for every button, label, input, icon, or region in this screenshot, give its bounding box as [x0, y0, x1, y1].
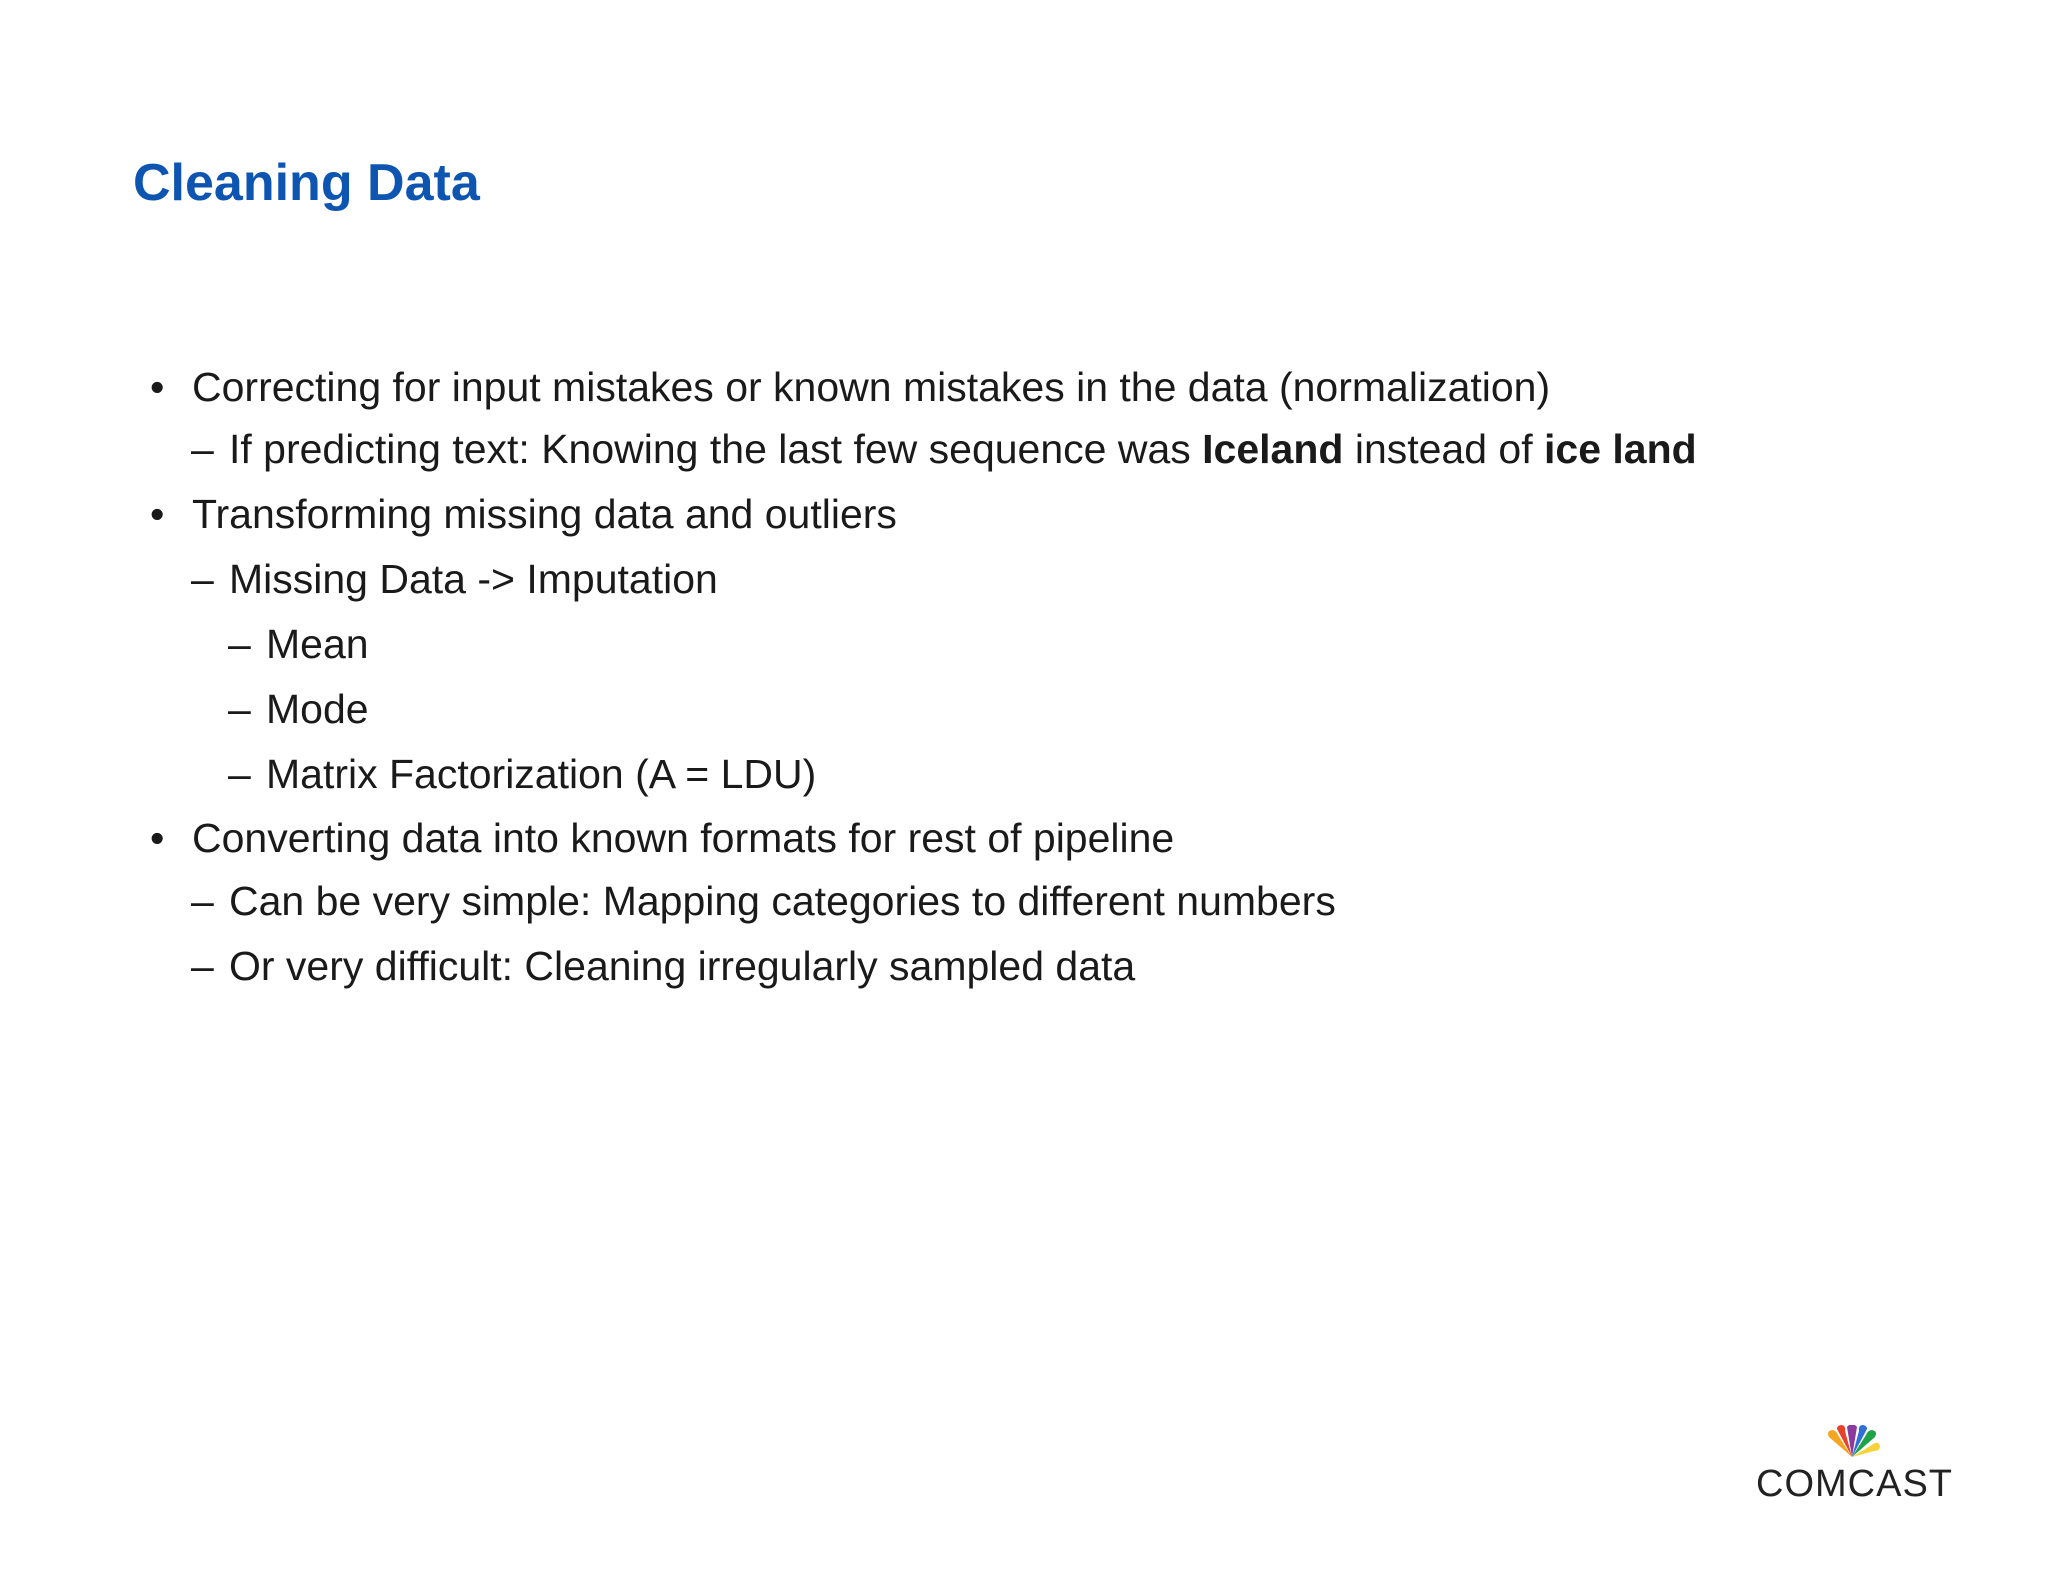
bold-term-iceland: Iceland [1202, 426, 1344, 472]
sub-sub-bullet-item [228, 619, 369, 669]
bullet-marker: • [150, 491, 165, 537]
bold-term-ice-land: ice land [1544, 426, 1697, 472]
bullet-item [150, 362, 1551, 412]
sub-bullet-item [191, 554, 718, 604]
bullet-text: Converting data into known formats for rest of pipeline [192, 815, 1175, 861]
bullet-text-part: instead of [1343, 426, 1545, 472]
sub-bullet-item [191, 424, 1697, 474]
slide-title: Cleaning Data [133, 154, 480, 212]
dash-marker: – [228, 751, 251, 797]
bullet-text: Transforming missing data and outliers [192, 491, 897, 537]
comcast-logo [1756, 1425, 1953, 1507]
bullet-text: Can be very simple: Mapping categories to different numbers [229, 878, 1336, 924]
bullet-text: Matrix Factorization (A = LDU) [266, 751, 817, 797]
bullet-marker: • [150, 364, 165, 410]
peacock-logo-icon [1824, 1425, 1880, 1459]
comcast-wordmark: COMCAST [1756, 1463, 1953, 1505]
sub-bullet-item [191, 941, 1136, 991]
sub-bullet-item [191, 876, 1336, 926]
sub-sub-bullet-item [228, 684, 369, 734]
dash-marker: – [191, 556, 214, 602]
dash-marker: – [191, 878, 214, 924]
bullet-text-part: If predicting text: Knowing the last few sequence was [229, 426, 1203, 472]
bullet-text: Missing Data -> Imputation [229, 556, 718, 602]
dash-marker: – [228, 686, 251, 732]
dash-marker: – [228, 621, 251, 667]
bullet-marker: • [150, 815, 165, 861]
bullet-text: Or very difficult: Cleaning irregularly sampled data [229, 943, 1136, 989]
bullet-text: Mode [266, 686, 369, 732]
bullet-item [150, 813, 1175, 863]
dash-marker: – [191, 426, 214, 472]
bullet-item [150, 489, 897, 539]
bullet-text: Mean [266, 621, 369, 667]
sub-sub-bullet-item [228, 749, 817, 799]
bullet-text: Correcting for input mistakes or known mistakes in the data (normalization) [192, 364, 1551, 410]
dash-marker: – [191, 943, 214, 989]
